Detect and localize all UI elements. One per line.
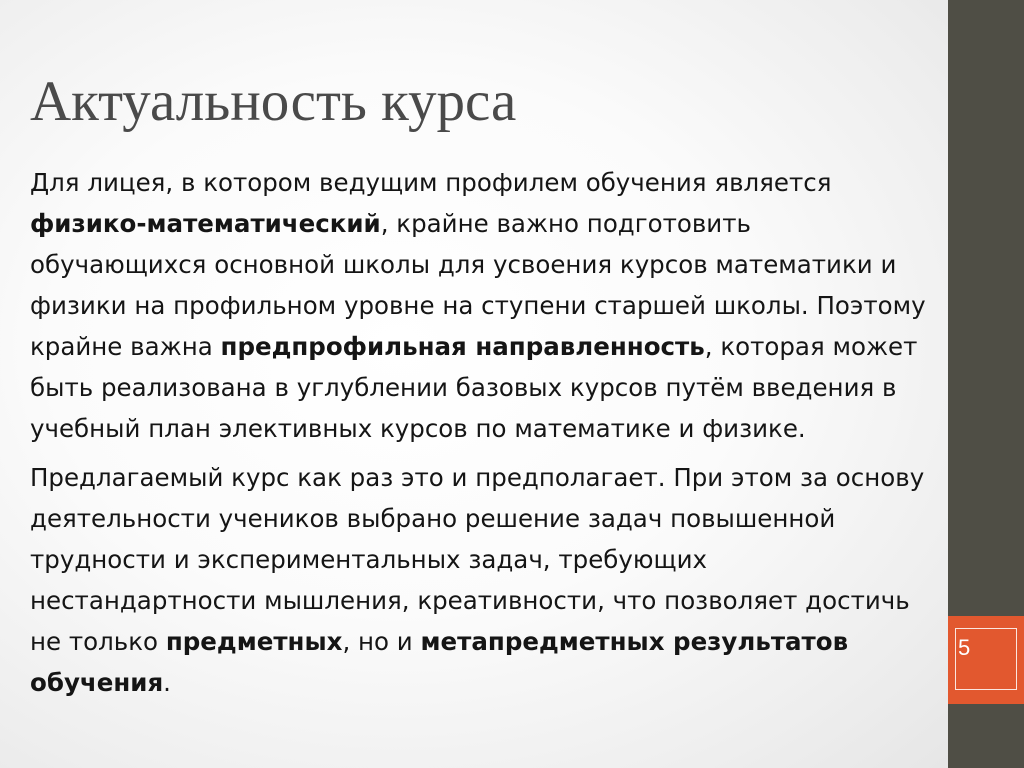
text-run: .: [163, 668, 171, 697]
bold-text-run: предметных: [165, 627, 343, 656]
slide-title: Актуальность курса: [30, 70, 517, 133]
bold-text-run: физико-математический: [30, 209, 381, 238]
page-number: 5: [958, 635, 971, 660]
text-run: , но и: [342, 627, 421, 656]
text-run: Предлагаемый курс как раз это и предполагает. При этом за основу деятельности учеников выбрано решение задач повышенной трудности и экспериментальных задач, требующих нестандартности мышления, креативности, что позволяет достичь не только: [30, 463, 925, 656]
paragraph-1: [30, 162, 935, 449]
bold-text-run: метапредметных результатов обучения: [30, 627, 849, 697]
text-run: , которая может быть реализована в углублении базовых курсов путём введения в учебный план элективных курсов по математике и физике.: [30, 332, 918, 443]
paragraph-2: [30, 457, 935, 703]
text-run: Для лицея, в котором ведущим профилем обучения является: [30, 168, 832, 197]
bold-text-run: предпрофильная направленность: [220, 332, 705, 361]
slide-body: [30, 162, 935, 703]
page-number-badge: [948, 616, 1024, 704]
text-run: , крайне важно подготовить обучающихся основной школы для усвоения курсов математики и физики на профильном уровне на ступени старшей школы. Поэтому крайне важна: [30, 209, 926, 361]
